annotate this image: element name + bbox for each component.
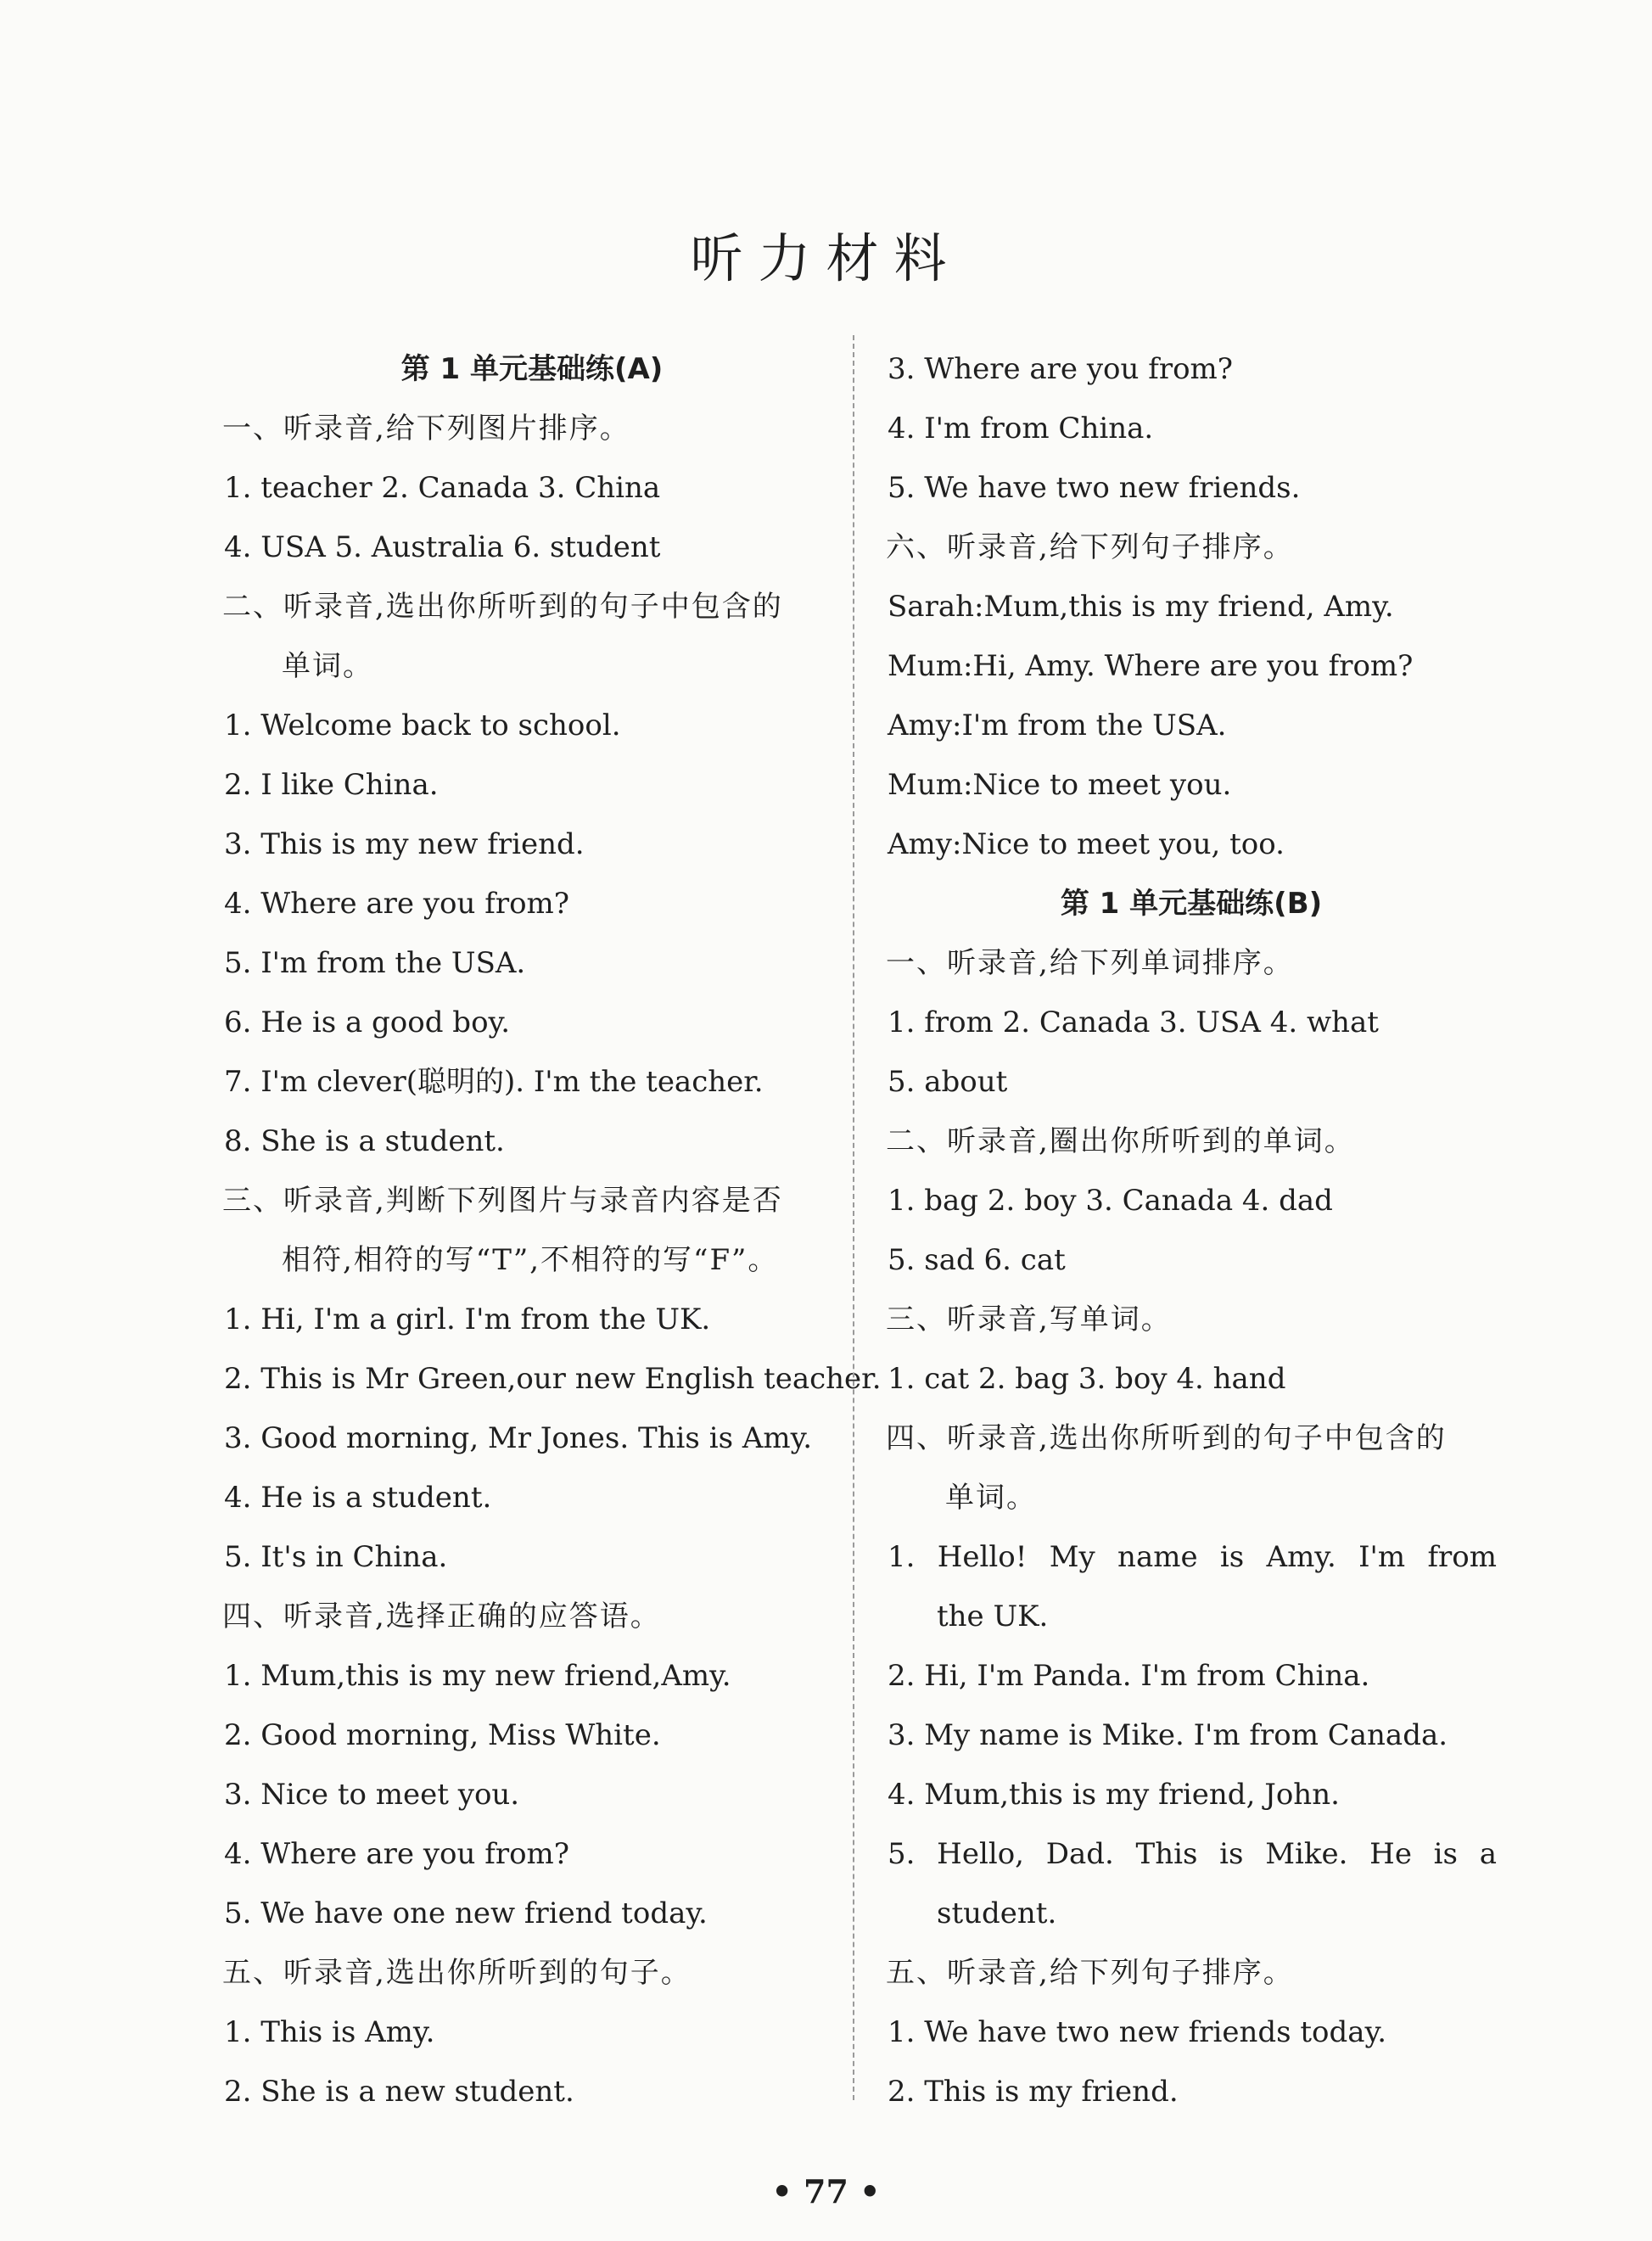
answer-line: 2. Good morning, Miss White. <box>224 1718 661 1752</box>
question-instruction: 单词。 <box>945 1481 1037 1515</box>
answer-line: 1. We have two new friends today. <box>888 2015 1387 2049</box>
answer-line: Sarah:Mum,this is my friend, Amy. <box>888 590 1394 624</box>
answer-line: 3. Good morning, Mr Jones. This is Amy. <box>224 1421 813 1455</box>
answer-line: 5. about <box>888 1065 1008 1099</box>
answer-line: 5. sad 6. cat <box>888 1243 1066 1277</box>
answer-line: 5. I'm from the USA. <box>224 946 526 980</box>
question-instruction: 三、听录音,写单词。 <box>886 1303 1172 1336</box>
answer-line: 3. Nice to meet you. <box>224 1778 520 1812</box>
page-title: 听力材料 <box>690 227 962 289</box>
answer-line: 1. Mum,this is my new friend,Amy. <box>224 1659 731 1693</box>
answer-line: Mum:Nice to meet you. <box>888 768 1232 802</box>
question-instruction: 三、听录音,判断下列图片与录音内容是否 <box>222 1184 783 1218</box>
question-instruction: 六、听录音,给下列句子排序。 <box>886 530 1294 564</box>
answer-line: 4. I'm from China. <box>888 412 1154 445</box>
answer-line: 5. We have one new friend today. <box>224 1896 708 1930</box>
answer-line: 1. from 2. Canada 3. USA 4. what <box>888 1006 1379 1039</box>
question-instruction: 四、听录音,选择正确的应答语。 <box>222 1600 661 1633</box>
answer-line: 5. It's in China. <box>224 1540 448 1574</box>
answer-line: 6. He is a good boy. <box>224 1006 511 1039</box>
question-instruction: 二、听录音,圈出你所听到的单词。 <box>886 1124 1355 1158</box>
answer-line: 5. Hello, Dad. This is Mike. He is a <box>888 1837 1497 1871</box>
answer-line: 2. She is a new student. <box>224 2075 574 2109</box>
answer-line: Mum:Hi, Amy. Where are you from? <box>888 649 1414 683</box>
answer-line: the UK. <box>937 1600 1049 1633</box>
answer-line: 1. Hi, I'm a girl. I'm from the UK. <box>224 1303 711 1336</box>
column-divider <box>853 335 854 2100</box>
answer-line: 2. I like China. <box>224 768 439 802</box>
question-instruction: 二、听录音,选出你所听到的句子中包含的 <box>222 590 783 624</box>
answer-line: 2. This is my friend. <box>888 2075 1179 2109</box>
answer-line: 7. I'm clever(聪明的). I'm the teacher. <box>224 1065 764 1099</box>
answer-line: 1. This is Amy. <box>224 2015 435 2049</box>
answer-line: 1. Hello! My name is Amy. I'm from <box>888 1540 1497 1574</box>
question-instruction: 四、听录音,选出你所听到的句子中包含的 <box>886 1421 1447 1455</box>
answer-line: 1. teacher 2. Canada 3. China <box>224 471 661 505</box>
answer-line: Amy:I'm from the USA. <box>888 709 1227 742</box>
answer-line: 1. bag 2. boy 3. Canada 4. dad <box>888 1184 1333 1218</box>
answer-line: 4. USA 5. Australia 6. student <box>224 530 661 564</box>
answer-line: student. <box>937 1896 1057 1930</box>
right-column <box>886 339 1497 2121</box>
answer-line: 4. Where are you from? <box>224 887 570 921</box>
page-number: • 77 • <box>771 2172 881 2210</box>
answer-line: 4. He is a student. <box>224 1481 492 1515</box>
answer-line: 5. We have two new friends. <box>888 471 1301 505</box>
question-instruction: 五、听录音,选出你所听到的句子。 <box>222 1956 692 1990</box>
answer-line: 2. This is Mr Green,our new English teacher. <box>224 1362 882 1396</box>
left-column <box>222 339 882 2121</box>
answer-line: 4. Mum,this is my friend, John. <box>888 1778 1340 1812</box>
question-instruction: 相符,相符的写“T”,不相符的写“F”。 <box>282 1243 779 1277</box>
section-heading: 第 1 单元基础练(B) <box>1060 887 1323 921</box>
question-instruction: 单词。 <box>282 649 373 683</box>
answer-line: 1. cat 2. bag 3. boy 4. hand <box>888 1362 1286 1396</box>
answer-line: 3. My name is Mike. I'm from Canada. <box>888 1718 1448 1752</box>
answer-line: 4. Where are you from? <box>224 1837 570 1871</box>
answer-line: Amy:Nice to meet you, too. <box>888 827 1285 861</box>
answer-line: 1. Welcome back to school. <box>224 709 621 742</box>
answer-line: 2. Hi, I'm Panda. I'm from China. <box>888 1659 1370 1693</box>
answer-line: 8. She is a student. <box>224 1124 505 1158</box>
answer-line: 3. Where are you from? <box>888 352 1234 386</box>
section-heading: 第 1 单元基础练(A) <box>400 352 664 386</box>
question-instruction: 一、听录音,给下列单词排序。 <box>886 946 1294 980</box>
question-instruction: 一、听录音,给下列图片排序。 <box>222 412 630 445</box>
answer-line: 3. This is my new friend. <box>224 827 585 861</box>
question-instruction: 五、听录音,给下列句子排序。 <box>886 1956 1294 1990</box>
